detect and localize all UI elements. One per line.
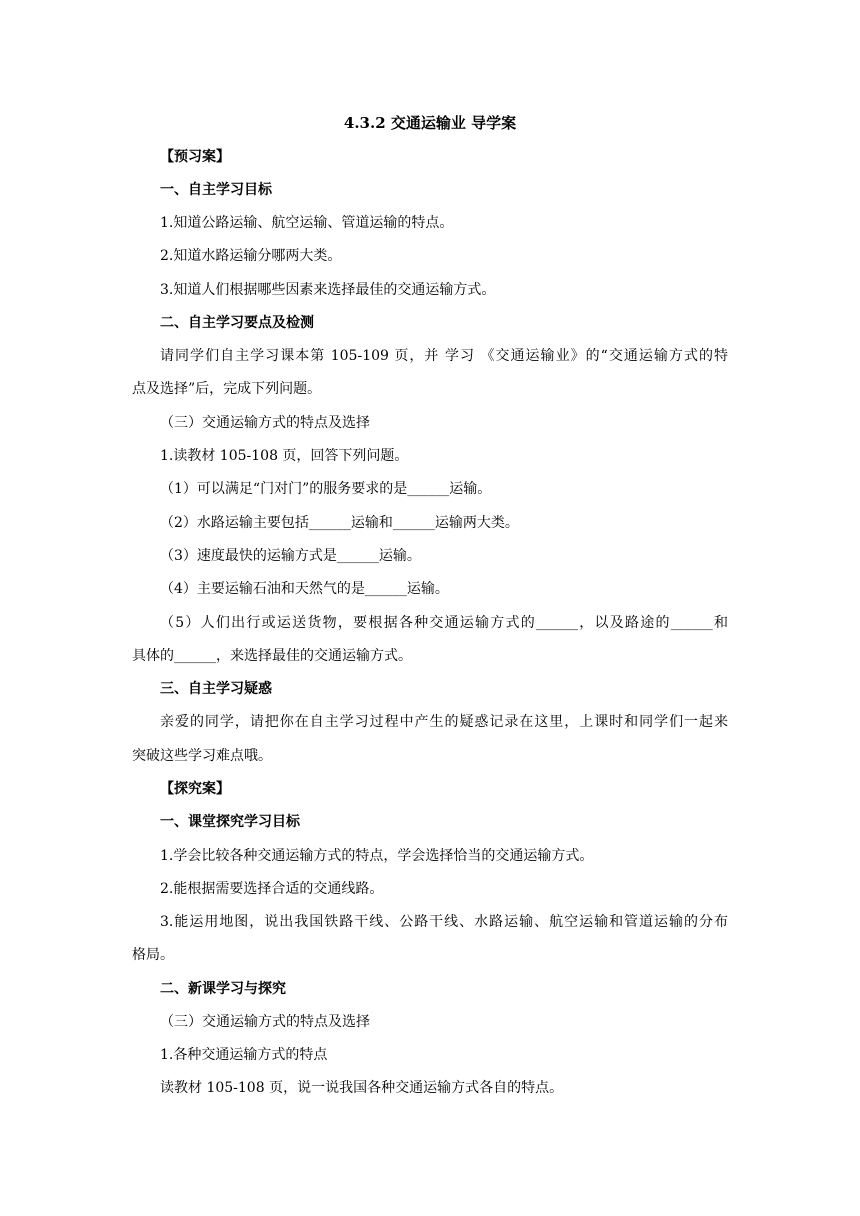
- preview-goal-2: 2.知道水路运输分哪两大类。: [160, 248, 342, 264]
- explore-heading: 【探究案】: [160, 781, 230, 797]
- preview-intro-line2: 点及选择”后，完成下列问题。: [132, 381, 322, 397]
- question-4: （4）主要运输石油和天然气的是______运输。: [160, 581, 449, 597]
- question-2: （2）水路运输主要包括______运输和______运输两大类。: [160, 515, 519, 531]
- explore-read-instruction: 读教材 105-108 页，说一说我国各种交通运输方式各自的特点。: [160, 1080, 564, 1096]
- preview-intro-line1: 请同学们自主学习课本第 105-109 页，并 学习 《交通运输业》的“交通运输方式的特: [160, 348, 728, 364]
- document-title: 4.3.2 交通运输业 导学案: [343, 114, 517, 132]
- explore-subheading: （三）交通运输方式的特点及选择: [160, 1014, 370, 1030]
- explore-goal-2: 2.能根据需要选择合适的交通线路。: [160, 881, 384, 897]
- question-5-line1: （5）人们出行或运送货物，要根据各种交通运输方式的______，以及路途的______和: [160, 615, 728, 631]
- doubts-line2: 突破这些学习难点哦。: [132, 748, 272, 764]
- explore-goal-3-line1: 3.能运用地图，说出我国铁路干线、公路干线、水路运输、航空运输和管道运输的分布: [160, 914, 728, 930]
- explore-goal-1: 1.学会比较各种交通运输方式的特点，学会选择恰当的交通运输方式。: [160, 848, 594, 864]
- question-5-line2: 具体的______，来选择最佳的交通运输方式。: [132, 648, 412, 664]
- preview-section3-heading: 三、自主学习疑惑: [160, 681, 272, 697]
- explore-section2-heading: 二、新课学习与探究: [160, 981, 286, 997]
- explore-goal-3-line2: 格局。: [132, 947, 174, 963]
- preview-section2-heading: 二、自主学习要点及检测: [160, 315, 314, 331]
- explore-section1-heading: 一、课堂探究学习目标: [160, 814, 300, 830]
- preview-goal-3: 3.知道人们根据哪些因素来选择最佳的交通运输方式。: [160, 282, 496, 298]
- question-1: （1）可以满足“门对门”的服务要求的是______运输。: [160, 481, 492, 497]
- preview-subheading: （三）交通运输方式的特点及选择: [160, 415, 370, 431]
- question-3: （3）速度最快的运输方式是______运输。: [160, 548, 421, 564]
- doubts-line1: 亲爱的同学，请把你在自主学习过程中产生的疑惑记录在这里，上课时和同学们一起来: [160, 714, 728, 730]
- preview-read-instruction: 1.读教材 105-108 页，回答下列问题。: [160, 448, 409, 464]
- explore-point-1: 1.各种交通运输方式的特点: [160, 1047, 328, 1063]
- preview-section1-heading: 一、自主学习目标: [160, 182, 272, 198]
- preview-heading: 【预习案】: [160, 149, 230, 165]
- preview-goal-1: 1.知道公路运输、航空运输、管道运输的特点。: [160, 215, 454, 231]
